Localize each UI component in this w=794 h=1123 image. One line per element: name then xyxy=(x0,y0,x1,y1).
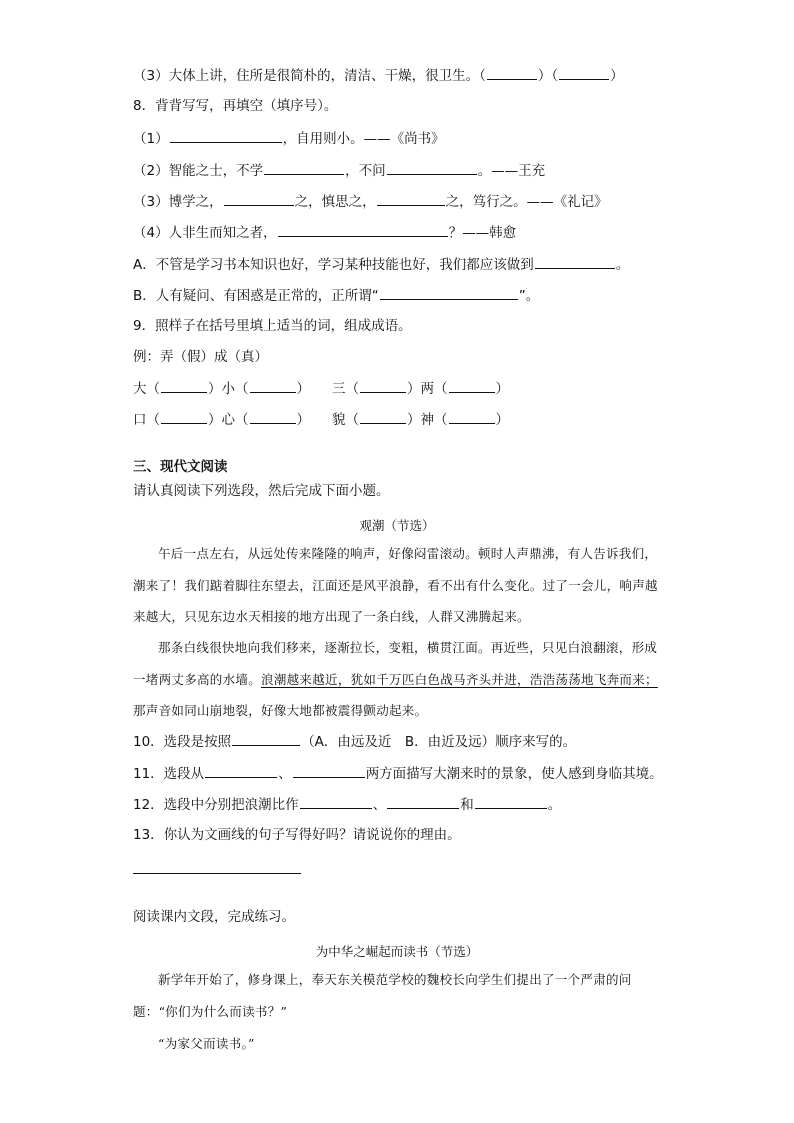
q8-blank-b[interactable] xyxy=(380,285,518,300)
q9-blank[interactable] xyxy=(161,378,207,393)
q12: 12．选段中分别把浪潮比作 、 和 。 xyxy=(133,794,561,815)
q11-blank-1[interactable] xyxy=(205,763,277,778)
q8-blank-6[interactable] xyxy=(278,222,448,237)
q8-blank-5[interactable] xyxy=(377,191,445,206)
q11-blank-2[interactable] xyxy=(293,763,365,778)
q9-blank[interactable] xyxy=(161,409,207,424)
underlined-sentence: 浪潮越来越近，犹如千万匹白色战马齐头并进，浩浩荡荡地飞奔而来； xyxy=(261,671,658,687)
q9-stem: 9．照样子在括号里填上适当的词，组成成语。 xyxy=(133,318,412,334)
q9-blank[interactable] xyxy=(360,409,406,424)
passage1-paragraph-1: 午后一点左右，从远处传来隆隆的响声，好像闷雷滚动。顿时人声鼎沸，有人告诉我们，潮来了！我们踮着脚往东望去，江面还是风平浪静，看不出有什么变化。过了一会儿，响声越来越大，只见东边水天相接的地方出现了一条白线，人群又沸腾起来。 xyxy=(133,546,658,624)
q12-blank-1[interactable] xyxy=(300,794,372,809)
q9-row1: 大（ ）小（ ） 三（ ）两（ ） xyxy=(133,378,509,399)
q11: 11．选段从 、 两方面描写大潮来时的景象，使人感到身临其境。 xyxy=(133,763,663,784)
q9-blank[interactable] xyxy=(250,409,296,424)
q8-blank-3[interactable] xyxy=(387,160,477,175)
q8-item4: （4）人非生而知之者， ？——韩愈 xyxy=(133,222,516,243)
q9-blank[interactable] xyxy=(449,409,495,424)
q9-blank[interactable] xyxy=(360,378,406,393)
q7-answer-blank-1[interactable] xyxy=(487,65,537,80)
q8-b: B．人有疑问、有困惑是正常的，正所谓“ ”。 xyxy=(133,285,539,306)
q13-answer-line[interactable] xyxy=(133,873,301,874)
q8-stem: 8．背背写写，再填空（填序号）。 xyxy=(133,98,338,114)
q8-blank-4[interactable] xyxy=(224,191,294,206)
passage1-title: 观潮（节选） xyxy=(359,518,435,533)
section-heading: 三、现代文阅读 xyxy=(133,459,228,475)
q12-blank-3[interactable] xyxy=(475,794,547,809)
q8-item2: （2）智能之士，不学 ，不问 。——王充 xyxy=(133,160,545,181)
q9-row2: 口（ ）心（ ） 貌（ ）神（ ） xyxy=(133,409,509,430)
q8-blank-1[interactable] xyxy=(170,128,282,143)
q9-example: 例：弄（假）成（真） xyxy=(133,349,268,365)
q8-item1: （1） ，自用则小。——《尚书》 xyxy=(133,128,445,149)
reading2-instruction: 阅读课内文段，完成练习。 xyxy=(133,909,295,925)
q9-blank[interactable] xyxy=(250,378,296,393)
q7-item3-text: （3）大体上讲，住所是很简朴的，清洁、干燥，很卫生。 xyxy=(133,68,480,84)
q10: 10．选段是按照 （A．由远及近 B．由近及远）顺序来写的。 xyxy=(133,731,576,752)
q7-answer-blank-2[interactable] xyxy=(559,65,609,80)
q13: 13．你认为文画线的句子写得好吗？请说说你的理由。 xyxy=(133,827,461,843)
q8-item3: （3）博学之， 之，慎思之， 之，笃行之。——《礼记》 xyxy=(133,191,608,212)
q12-blank-2[interactable] xyxy=(387,794,459,809)
reading2-paragraph-1: 新学年开始了，修身课上，奉天东关模范学校的魏校长向学生们提出了一个严肃的问题：“你们为什么而读书？” xyxy=(133,972,632,1019)
q8-a: A．不管是学习书本知识也好，学习某种技能也好，我们都应该做到 。 xyxy=(133,254,629,275)
section-instruction: 请认真阅读下列选段，然后完成下面小题。 xyxy=(133,483,390,499)
q7-item3: （3）大体上讲，住所是很简朴的，清洁、干燥，很卫生。（ ）（ ） xyxy=(133,65,624,86)
reading2-title: 为中华之崛起而读书（节选） xyxy=(315,944,479,959)
q8-blank-2[interactable] xyxy=(264,160,344,175)
q10-blank[interactable] xyxy=(232,731,300,746)
reading2-paragraph-2: “为家父而读书。” xyxy=(158,1036,255,1051)
passage1-paragraph-2: 那条白线很快地向我们移来，逐渐拉长，变粗，横贯江面。再近些，只见白浪翻滚，形成一堵两丈多高的水墙。浪潮越来越近，犹如千万匹白色战马齐头并进，浩浩荡荡地飞奔而来；那声音如同山崩地裂，好像大地都被震得颤动起来。 xyxy=(133,640,658,718)
q8-blank-a[interactable] xyxy=(535,254,615,269)
q9-blank[interactable] xyxy=(449,378,495,393)
